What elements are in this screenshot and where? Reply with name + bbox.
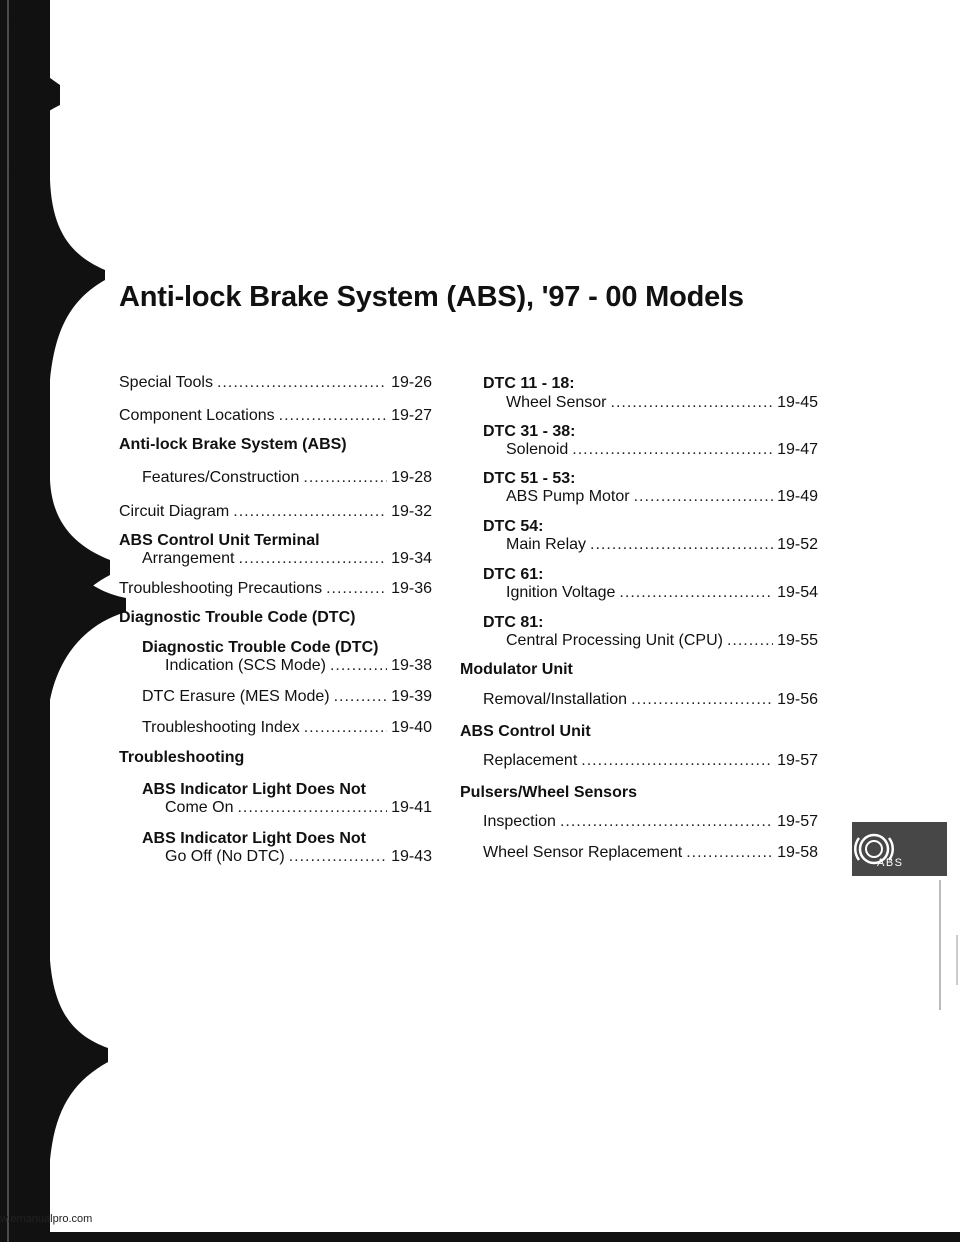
toc-entry[interactable] [119, 503, 432, 522]
toc-entry-label: Wheel Sensor Replacement [483, 844, 683, 861]
leader-dots [233, 503, 387, 521]
toc-heading: Troubleshooting [119, 749, 245, 766]
toc-heading: ABS Control Unit [460, 723, 591, 740]
toc-entry[interactable] [506, 441, 818, 460]
toc-entry[interactable] [119, 580, 432, 599]
toc-entry-label: Central Processing Unit (CPU) [506, 632, 723, 649]
toc-heading: Anti-lock Brake System (ABS) [119, 436, 347, 453]
toc-entry-page: 19-34 [391, 550, 432, 567]
toc-heading: Diagnostic Trouble Code (DTC) [142, 639, 379, 656]
toc-entry-label: Features/Construction [142, 469, 300, 486]
toc-entry-page: 19-39 [391, 688, 432, 705]
leader-dots [279, 407, 387, 425]
leader-dots [611, 394, 774, 412]
leader-dots [560, 813, 773, 831]
toc-entry[interactable] [483, 844, 818, 863]
toc-entry[interactable] [165, 799, 432, 818]
toc-heading: DTC 81: [483, 614, 544, 631]
toc-entry-label: ABS Pump Motor [506, 488, 630, 505]
toc-entry[interactable] [506, 536, 818, 555]
leader-dots [619, 584, 773, 602]
footer-url[interactable]: w.emanualpro.com [0, 1213, 93, 1225]
toc-entry-page: 19-56 [777, 691, 818, 708]
toc-entry-label: DTC Erasure (MES Mode) [142, 688, 330, 705]
toc-entry-page: 19-55 [777, 632, 818, 649]
abs-tab-label: ABS [877, 857, 904, 869]
leader-dots [304, 719, 387, 737]
toc-entry[interactable] [142, 469, 432, 488]
toc-entry[interactable] [119, 407, 432, 426]
leader-dots [581, 752, 773, 770]
leader-dots [303, 469, 387, 487]
toc-entry-label: Replacement [483, 752, 578, 769]
toc-entry-page: 19-28 [391, 469, 432, 486]
toc-entry-page: 19-32 [391, 503, 432, 520]
leader-dots [289, 848, 387, 866]
toc-entry-page: 19-41 [391, 799, 432, 816]
leader-dots [330, 657, 387, 675]
toc-entry-label: Go Off (No DTC) [165, 848, 285, 865]
toc-entry[interactable] [483, 813, 818, 832]
toc-heading: DTC 51 - 53: [483, 470, 576, 487]
toc-entry-page: 19-57 [777, 752, 818, 769]
toc-entry-page: 19-38 [391, 657, 432, 674]
toc-entry-page: 19-40 [391, 719, 432, 736]
leader-dots [686, 844, 773, 862]
toc-entry[interactable] [142, 719, 432, 738]
toc-entry-label: Solenoid [506, 441, 569, 458]
toc-heading: DTC 31 - 38: [483, 423, 576, 440]
toc-entry-page: 19-27 [391, 407, 432, 424]
toc-entry[interactable] [506, 394, 818, 413]
toc-heading: Pulsers/Wheel Sensors [460, 784, 637, 801]
toc-heading: DTC 54: [483, 518, 544, 535]
toc-entry-label: Troubleshooting Index [142, 719, 300, 736]
toc-entry[interactable] [483, 752, 818, 771]
toc-entry-label: Special Tools [119, 374, 213, 391]
toc-heading: DTC 11 - 18: [483, 375, 575, 392]
toc-entry-page: 19-49 [777, 488, 818, 505]
toc-heading: DTC 61: [483, 566, 544, 583]
toc-entry[interactable] [142, 688, 432, 707]
leader-dots [326, 580, 387, 598]
toc-entry-label: Ignition Voltage [506, 584, 616, 601]
toc-entry-label: Circuit Diagram [119, 503, 230, 520]
leader-dots [334, 688, 387, 706]
toc-entry[interactable] [142, 550, 432, 569]
toc-entry[interactable] [506, 488, 818, 507]
page-title: Anti-lock Brake System (ABS), '97 - 00 Models [119, 281, 744, 313]
toc-entry-page: 19-58 [777, 844, 818, 861]
toc-entry[interactable] [506, 584, 818, 603]
leader-dots [590, 536, 773, 554]
toc-heading: ABS Control Unit Terminal [119, 532, 320, 549]
toc-entry-label: Removal/Installation [483, 691, 628, 708]
toc-heading: ABS Indicator Light Does Not [142, 781, 366, 798]
toc-entry-label: Inspection [483, 813, 556, 830]
leader-dots [572, 441, 773, 459]
toc-entry-label: Component Locations [119, 407, 275, 424]
leader-dots [634, 488, 773, 506]
toc-entry-page: 19-43 [391, 848, 432, 865]
toc-entry-page: 19-52 [777, 536, 818, 553]
toc-entry-page: 19-54 [777, 584, 818, 601]
toc-entry-label: Wheel Sensor [506, 394, 607, 411]
leader-dots [217, 374, 387, 392]
toc-entry[interactable] [506, 632, 818, 651]
toc-entry-page: 19-36 [391, 580, 432, 597]
leader-dots [631, 691, 773, 709]
leader-dots [237, 799, 387, 817]
toc-entry-label: Come On [165, 799, 234, 816]
leader-dots [239, 550, 388, 568]
toc-entry-label: Troubleshooting Precautions [119, 580, 323, 597]
toc-entry-page: 19-47 [777, 441, 818, 458]
toc-heading: ABS Indicator Light Does Not [142, 830, 366, 847]
toc-heading: Diagnostic Trouble Code (DTC) [119, 609, 356, 626]
toc-entry[interactable] [165, 657, 432, 676]
toc-entry[interactable] [483, 691, 818, 710]
toc-entry[interactable] [165, 848, 432, 867]
toc-entry-page: 19-57 [777, 813, 818, 830]
leader-dots [727, 632, 773, 650]
toc-entry-label: Arrangement [142, 550, 235, 567]
toc-heading: Modulator Unit [460, 661, 573, 678]
toc-entry-label: Main Relay [506, 536, 587, 553]
toc-entry-page: 19-45 [777, 394, 818, 411]
toc-entry[interactable] [119, 374, 432, 393]
toc-entry-page: 19-26 [391, 374, 432, 391]
toc-entry-label: Indication (SCS Mode) [165, 657, 326, 674]
